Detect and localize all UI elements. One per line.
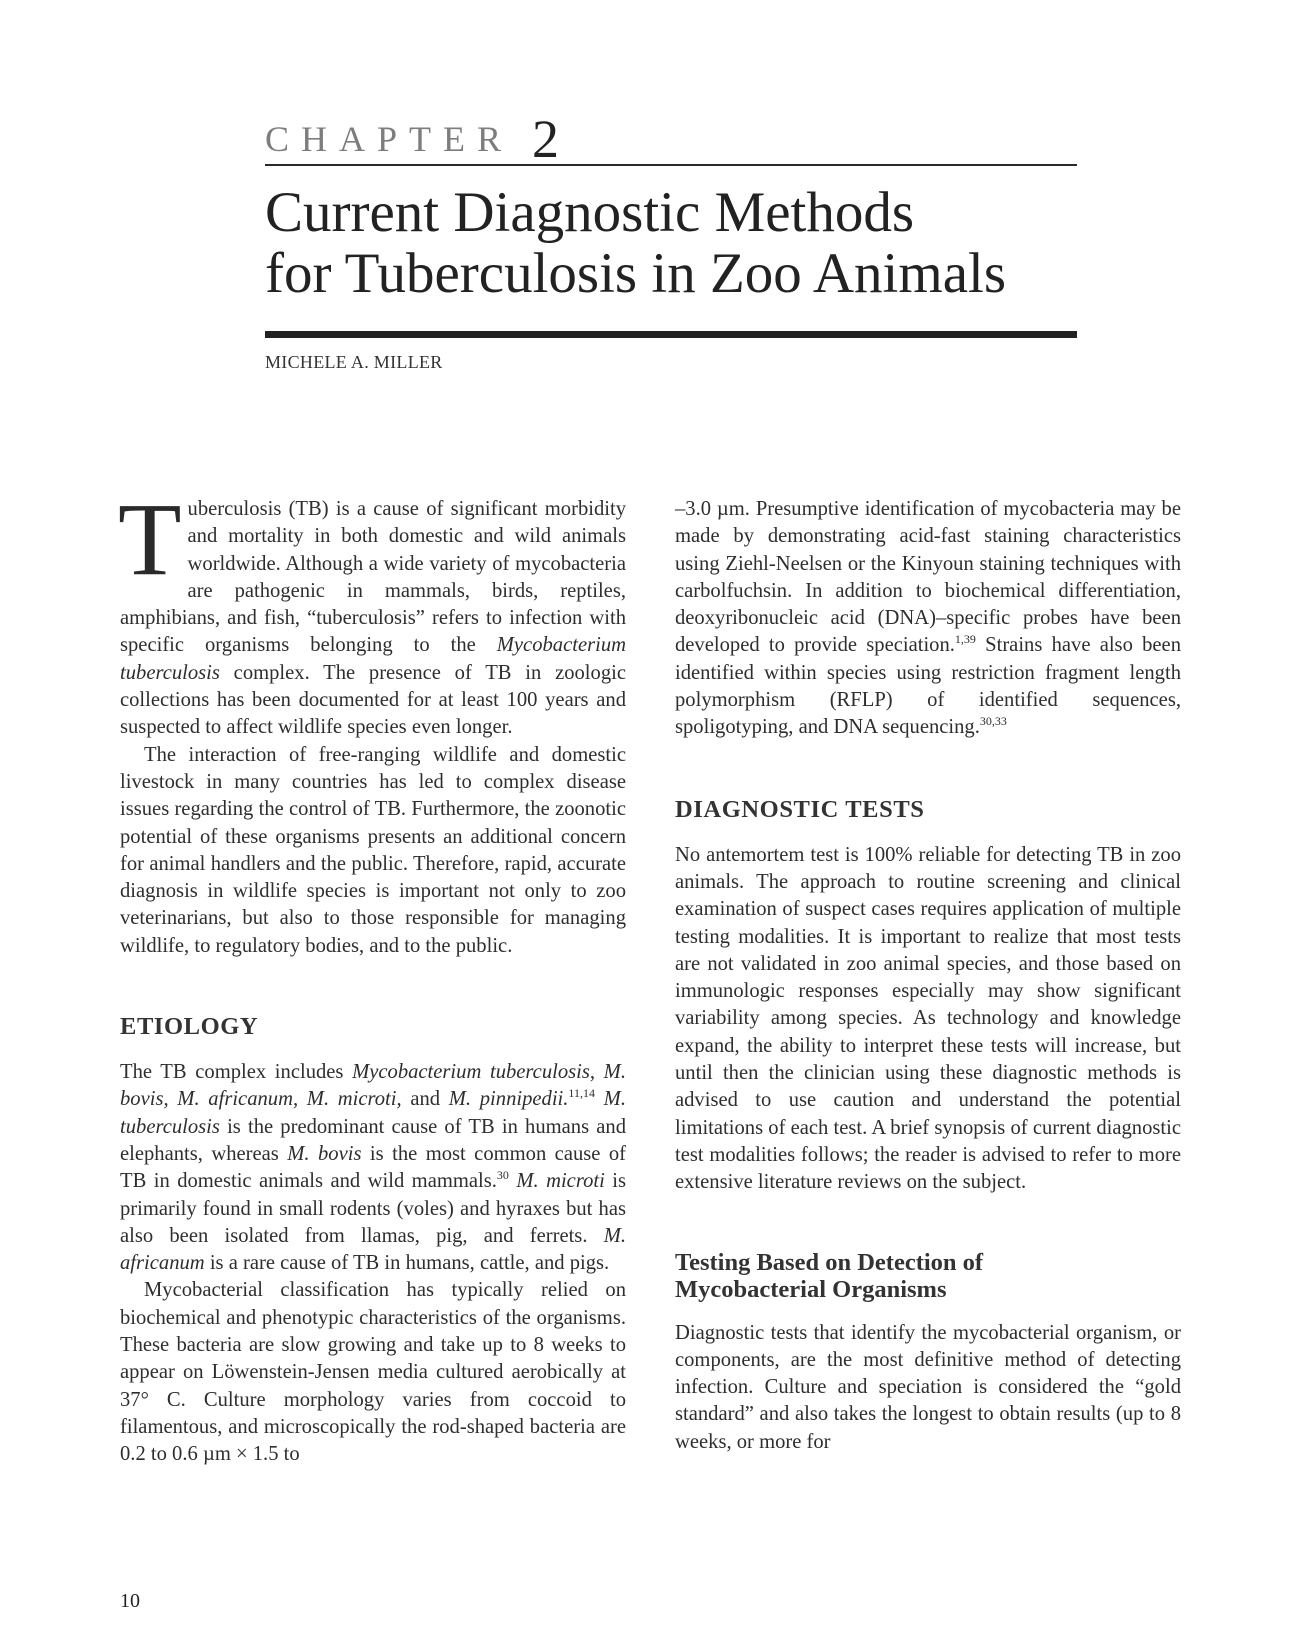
section-heading-diagnostic-tests: DIAGNOSTIC TESTS xyxy=(675,795,925,823)
drop-cap: T xyxy=(118,482,182,597)
citation: 11,14 xyxy=(568,1086,595,1101)
left-column xyxy=(118,482,627,1469)
citation: 30,33 xyxy=(979,714,1007,729)
citation: 30 xyxy=(496,1168,509,1183)
citation: 1,39 xyxy=(954,632,976,647)
italic-run: M. microti xyxy=(516,1170,605,1193)
chapter-number: 2 xyxy=(532,109,559,169)
subsection-heading-line-2: Mycobacterial Organisms xyxy=(675,1275,947,1303)
text-run: is the predominant cause of TB in humans and elephants, whereas xyxy=(120,1115,626,1165)
right-column xyxy=(675,496,1181,1456)
page-number: 10 xyxy=(120,1590,140,1612)
italic-run: M. pinnipedii. xyxy=(448,1088,569,1111)
intro-paragraph-2: The interaction of free-ranging wildlife and domestic livestock in many countries has led to complex disease issues regarding the control of TB. Furthermore, the zoonotic potential of these organisms presents an additional concern for animal handlers and the public. Therefore, rapid, accurate diagnosis in wildlife species is important not only to zoo veterinarians, but also to those responsible for managing wildlife, to regulatory bodies, and to the public. xyxy=(120,743,626,957)
text-run: The TB complex includes xyxy=(120,1061,353,1084)
chapter-heading xyxy=(265,109,1077,169)
italic-run: M. tuberculosis xyxy=(120,1088,626,1138)
subsection-heading-line-1: Testing Based on Detection of xyxy=(675,1248,984,1276)
etiology-paragraph-1 xyxy=(120,1059,626,1277)
subsection-heading xyxy=(675,1249,1181,1303)
text-run: and xyxy=(401,1088,449,1111)
text-run: Strains have also been identified within species using restriction fragment length polymorphism (RFLP) of identified sequences, spoligotyping, and DNA sequencing. xyxy=(675,634,1181,739)
italic-run: M. bovis xyxy=(287,1142,362,1165)
chapter-title xyxy=(265,182,1085,304)
italic-run: M. africanum xyxy=(120,1224,626,1275)
intro-paragraph-1 xyxy=(118,482,626,742)
text-run: uberculosis (TB) is a cause of significant morbidity and mortality in both domestic and wild animals worldwide. Although a wide variety of mycobacteria are pathogenic in mammals, birds, reptiles, amphibians, and fish, “tuberculosis” refers to infection with specific organisms belonging to the xyxy=(120,498,626,657)
italic-run: Mycobacterium tuberculosis, M. bovis, M. africanum, M. microti, xyxy=(120,1061,626,1111)
title-rule xyxy=(265,331,1077,338)
continued-paragraph xyxy=(675,496,1181,742)
text-run: complex. The presence of TB in zoologic collections has been documented for at least 100 years and suspected to affect wildlife species even longer. xyxy=(120,661,626,739)
section-heading-etiology: ETIOLOGY xyxy=(120,1013,259,1041)
etiology-paragraph-2: Mycobacterial classification has typically relied on biochemical and phenotypic characteristics of the organisms. These bacteria are slow growing and take up to 8 weeks to appear on Löwenstein-Jensen media cultured aerobically at 37° C. Culture morphology varies from coccoid to filamentous, and microscopically the rod-shaped bacteria are 0.2 to 0.6 µm × 1.5 to xyxy=(120,1279,626,1466)
detection-paragraph: Diagnostic tests that identify the mycobacterial organism, or components, are the most definitive method of detecting infection. Culture and speciation is considered the “gold standard” and also takes the longest to obtain results (up to 8 weeks, or more for xyxy=(675,1321,1181,1453)
chapter-title-line-1: Current Diagnostic Methods xyxy=(265,181,915,244)
italic-run: Mycobacterium tuberculosis xyxy=(120,634,626,684)
text-run: is a rare cause of TB in humans, cattle, and pigs. xyxy=(204,1252,610,1275)
chapter-label: CHAPTER xyxy=(265,119,514,159)
text-run: is the most common cause of TB in domestic animals and wild mammals. xyxy=(120,1142,627,1193)
text-run: is primarily found in small rodents (voles) and hyraxes but has also been isolated from llamas, pig, and ferrets. xyxy=(120,1170,626,1247)
author-name: MICHELE A. MILLER xyxy=(265,352,443,372)
diagnostic-tests-paragraph: No antemortem test is 100% reliable for detecting TB in zoo animals. The approach to routine screening and clinical examination of suspect cases requires application of multiple testing modalities. It is important to realize that most tests are not validated in zoo animal species, and those based on immunologic responses especially may show significant variability among species. As technology and knowledge expand, the ability to interpret these tests will increase, but until then the clinician using these diagnostic methods is advised to use caution and understand the potential limitations of each test. A brief synopsis of current diagnostic test modalities follows; the reader is advised to refer to more extensive literature reviews on the subject. xyxy=(675,843,1181,1194)
chapter-title-line-2: for Tuberculosis in Zoo Animals xyxy=(265,242,1007,305)
text-run: –3.0 µm. Presumptive identification of mycobacteria may be made by demonstrating acid-fast staining characteristics using Ziehl-Neelsen or the Kinyoun staining techniques with carbolfuchsin. In addition to biochemical differentiation, deoxyribonucleic acid (DNA)–specific probes have been developed to provide speciation. xyxy=(675,498,1181,657)
